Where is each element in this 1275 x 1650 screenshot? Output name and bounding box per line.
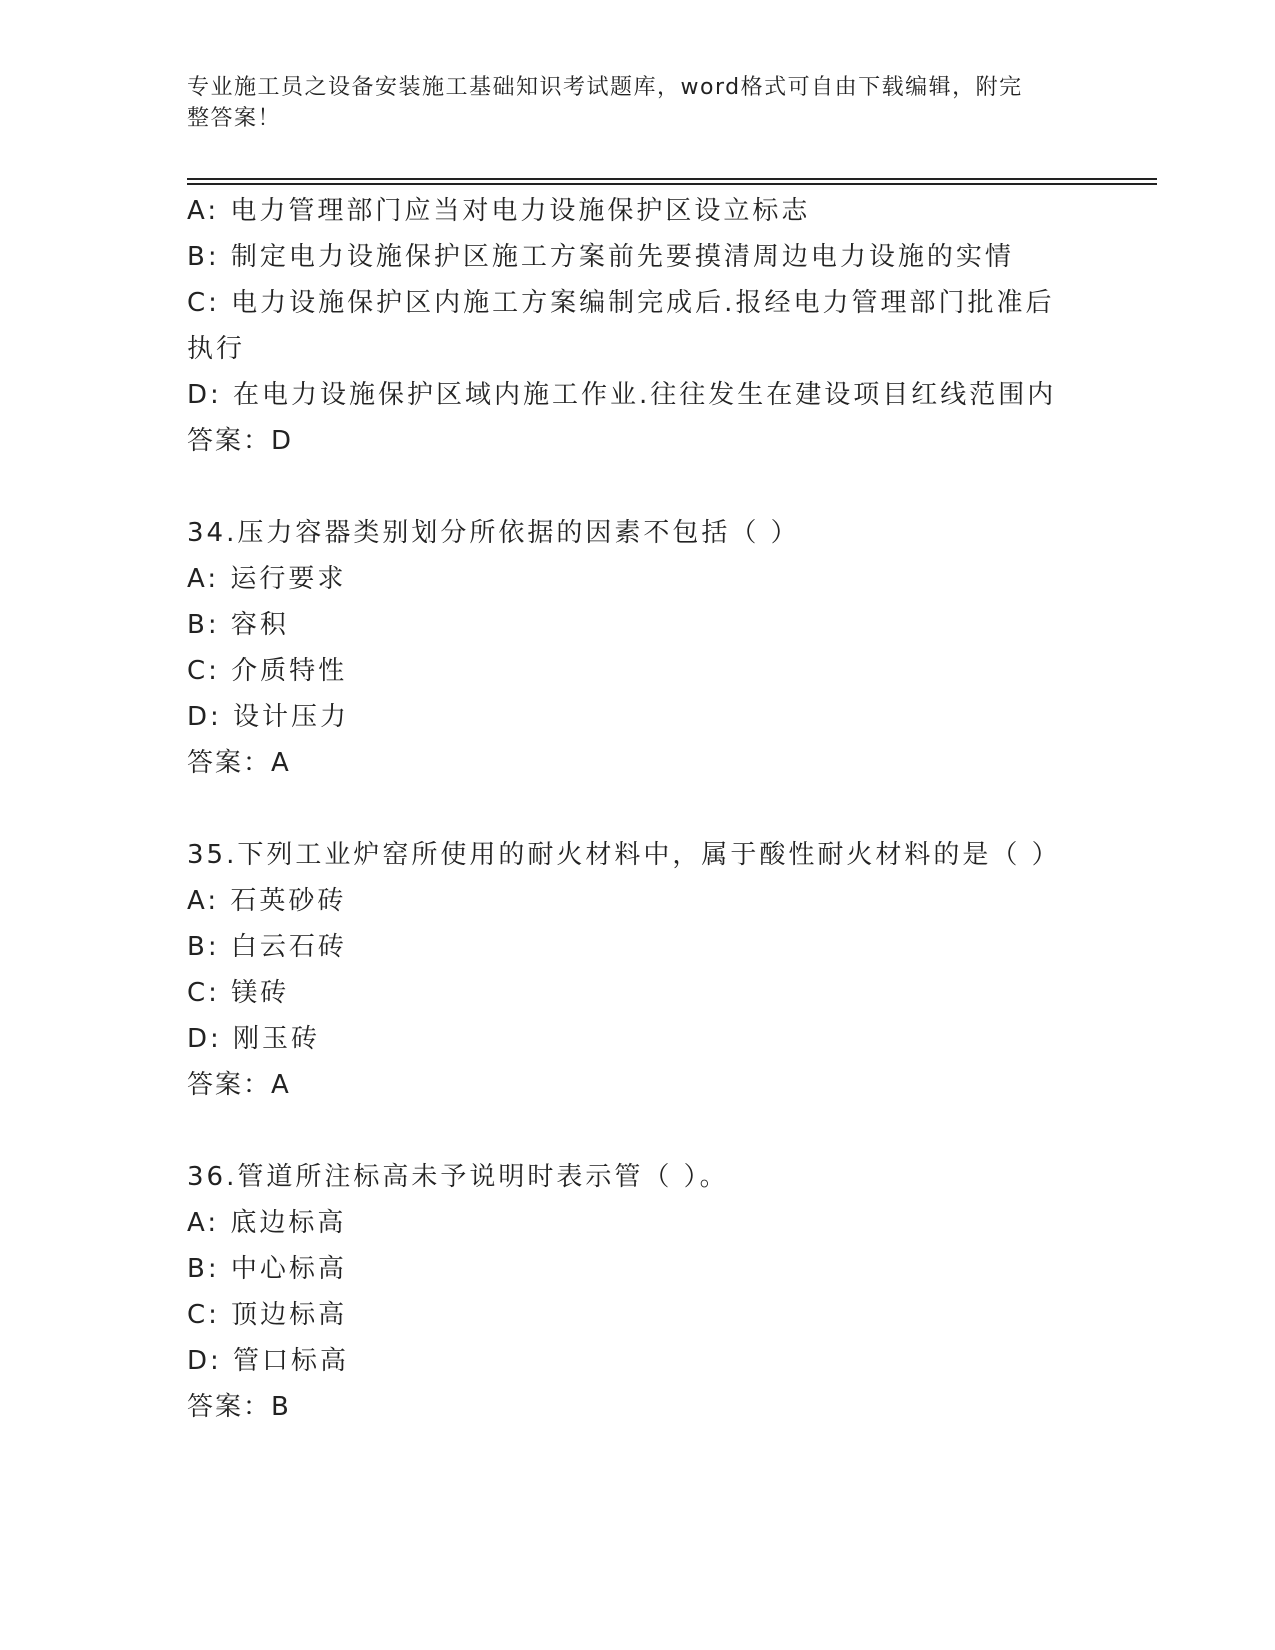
document-header xyxy=(187,72,1067,134)
question-text: 34.压力容器类别划分所依据的因素不包括（ ） xyxy=(187,518,800,548)
answer: 答案：A xyxy=(187,1070,291,1100)
question-text: 35.下列工业炉窑所使用的耐火材料中，属于酸性耐火材料的是（ ） xyxy=(187,840,1061,870)
question-34 xyxy=(187,510,1087,786)
answer: 答案：B xyxy=(187,1392,291,1422)
option-d: D: 设计压力 xyxy=(187,702,350,732)
option-c-continuation: 执行 xyxy=(187,334,246,364)
spacer xyxy=(187,786,1087,832)
header-line-1: 专业施工员之设备安装施工基础知识考试题库，word格式可自由下载编辑，附完 xyxy=(187,75,1023,100)
question-text: 36.管道所注标高未予说明时表示管（ ）。 xyxy=(187,1162,729,1192)
option-b: B: 白云石砖 xyxy=(187,932,347,962)
header-divider-top xyxy=(187,178,1157,180)
option-c: C: 电力设施保护区内施工方案编制完成后.报经电力管理部门批准后 xyxy=(187,288,1055,318)
option-c: C: 介质特性 xyxy=(187,656,348,686)
spacer xyxy=(187,464,1087,510)
question-33 xyxy=(187,188,1087,464)
question-35 xyxy=(187,832,1087,1108)
question-list xyxy=(187,188,1087,1430)
option-d: D: 在电力设施保护区域内施工作业.往往发生在建设项目红线范围内 xyxy=(187,380,1057,410)
option-a: A: 电力管理部门应当对电力设施保护区设立标志 xyxy=(187,196,811,226)
option-d: D: 管口标高 xyxy=(187,1346,350,1376)
option-c: C: 顶边标高 xyxy=(187,1300,348,1330)
option-d: D: 刚玉砖 xyxy=(187,1024,321,1054)
option-b: B: 中心标高 xyxy=(187,1254,347,1284)
answer: 答案：D xyxy=(187,426,294,456)
header-divider-bottom xyxy=(187,183,1157,185)
option-c: C: 镁砖 xyxy=(187,978,290,1008)
question-36 xyxy=(187,1154,1087,1430)
option-a: A: 底边标高 xyxy=(187,1208,347,1238)
answer: 答案：A xyxy=(187,748,291,778)
spacer xyxy=(187,1108,1087,1154)
option-b: B: 容积 xyxy=(187,610,289,640)
option-b: B: 制定电力设施保护区施工方案前先要摸清周边电力设施的实情 xyxy=(187,242,1014,272)
header-line-2: 整答案！ xyxy=(187,106,282,131)
option-a: A: 运行要求 xyxy=(187,564,347,594)
option-a: A: 石英砂砖 xyxy=(187,886,347,916)
